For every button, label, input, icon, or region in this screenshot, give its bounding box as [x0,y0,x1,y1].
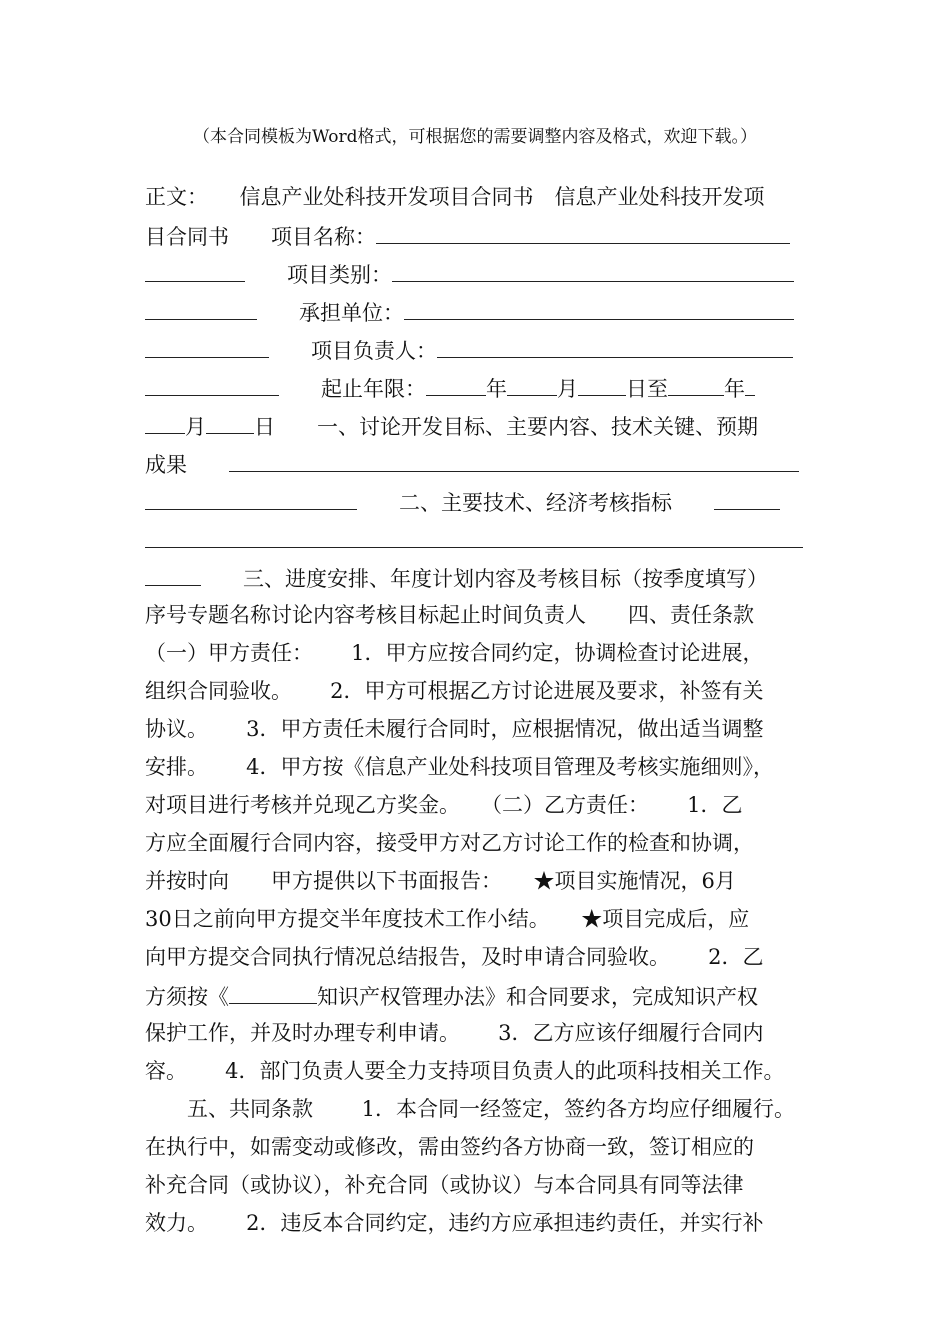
text-segment: 项目负责人： [269,339,437,363]
text-segment: 月 [557,377,578,401]
text-line [145,672,764,710]
text-segment: 三、进度安排、年度计划内容及考核目标（按季度填写） [201,567,768,591]
fill-in-blank[interactable] [668,368,724,396]
text-line [145,444,799,482]
text-line [145,900,749,938]
text-segment: 年 [486,377,507,401]
fill-in-blank[interactable] [145,558,201,586]
text-line [145,254,794,292]
fill-in-blank[interactable] [507,368,557,396]
fill-in-blank[interactable] [145,368,279,396]
fill-in-blank[interactable] [404,292,794,320]
text-segment: 序号专题名称讨论内容考核目标起止时间负责人 四、责任条款 [145,603,754,627]
text-line [145,330,793,368]
fill-in-blank[interactable] [376,216,790,244]
fill-in-blank[interactable] [145,292,257,320]
text-segment: 目合同书 项目名称： [145,225,376,249]
text-segment: 年 [724,377,745,401]
text-line [145,596,754,634]
text-line [145,292,794,330]
text-segment: 起止年限： [279,377,426,401]
text-segment: 知识产权管理办法》和合同要求，完成知识产权 [317,985,758,1009]
text-line [145,558,768,596]
fill-in-blank[interactable] [578,368,626,396]
text-segment: 在执行中，如需变动或修改，需由签约各方协商一致，签订相应的 [145,1135,754,1159]
fill-in-blank[interactable] [206,406,254,434]
text-segment: 组织合同验收。 2．甲方可根据乙方讨论进展及要求，补签有关 [145,679,764,703]
text-segment: 安排。 4．甲方按《信息产业处科技项目管理及考核实施细则》， [145,755,775,779]
fill-in-blank[interactable] [426,368,486,396]
text-segment: 二、主要技术、经济考核指标 [357,491,714,515]
text-line [145,976,758,1014]
fill-in-blank[interactable] [145,482,357,510]
text-line [145,1090,795,1128]
text-line [145,748,774,786]
text-segment: 协议。 3．甲方责任未履行合同时，应根据情况，做出适当调整 [145,717,764,741]
text-line [145,862,736,900]
text-segment: 对项目进行考核并兑现乙方奖金。 （二）乙方责任： 1．乙 [145,793,743,817]
text-line [145,634,764,672]
text-line [145,710,764,748]
text-line [145,1014,764,1052]
text-segment: 成果 [145,453,229,477]
text-line [145,406,758,444]
text-segment: 日至 [626,377,668,401]
text-line [145,216,790,254]
text-segment: 五、共同条款 1．本合同一经签定，签约各方均应仔细履行。 [145,1097,796,1121]
fill-in-blank[interactable] [229,976,317,1004]
text-segment: 效力。 2．违反本合同约定，违约方应承担违约责任，并实行补 [145,1211,764,1235]
fill-in-blank[interactable] [392,254,794,282]
text-line [145,1052,785,1090]
text-line [145,178,765,216]
fill-in-blank[interactable] [145,406,185,434]
text-line [145,368,755,406]
template-notice: （本合同模板为Word格式，可根据您的需要调整内容及格式，欢迎下载。） [192,127,758,147]
fill-in-blank[interactable] [714,482,780,510]
fill-in-blank[interactable] [745,368,755,396]
text-segment: 向甲方提交合同执行情况总结报告，及时申请合同验收。 2．乙 [145,945,764,969]
text-segment: 方须按《 [145,985,229,1009]
text-segment: 方应全面履行合同内容，接受甲方对乙方讨论工作的检查和协调， [145,831,754,855]
fill-in-blank[interactable] [437,330,793,358]
text-segment: 补充合同（或协议），补充合同（或协议）与本合同具有同等法律 [145,1173,744,1197]
text-segment: 容。 4．部门负责人要全力支持项目负责人的此项科技相关工作。 [145,1059,785,1083]
text-line [145,520,803,558]
text-segment: 正文： 信息产业处科技开发项目合同书 信息产业处科技开发项 [145,185,765,209]
text-segment: 保护工作，并及时办理专利申请。 3．乙方应该仔细履行合同内 [145,1021,764,1045]
text-line [145,1166,744,1204]
text-line [145,824,754,862]
fill-in-blank[interactable] [229,444,799,472]
text-segment: 项目类别： [245,263,392,287]
text-segment: 日 一、讨论开发目标、主要内容、技术关键、预期 [254,415,758,439]
fill-in-blank[interactable] [145,330,269,358]
text-segment: 30日之前向甲方提交半年度技术工作小结。 ★项目完成后，应 [145,907,750,931]
text-segment: 月 [185,415,206,439]
text-line [145,786,743,824]
fill-in-blank[interactable] [145,520,803,548]
text-segment: 承担单位： [257,301,404,325]
fill-in-blank[interactable] [145,254,245,282]
text-line [145,938,764,976]
text-line [145,482,780,520]
text-line [145,1128,754,1166]
text-segment: 并按时向 甲方提供以下书面报告： ★项目实施情况，6月 [145,869,736,893]
text-segment: （一）甲方责任： 1．甲方应按合同约定，协调检查讨论进展， [145,641,764,665]
text-line [145,1204,764,1242]
